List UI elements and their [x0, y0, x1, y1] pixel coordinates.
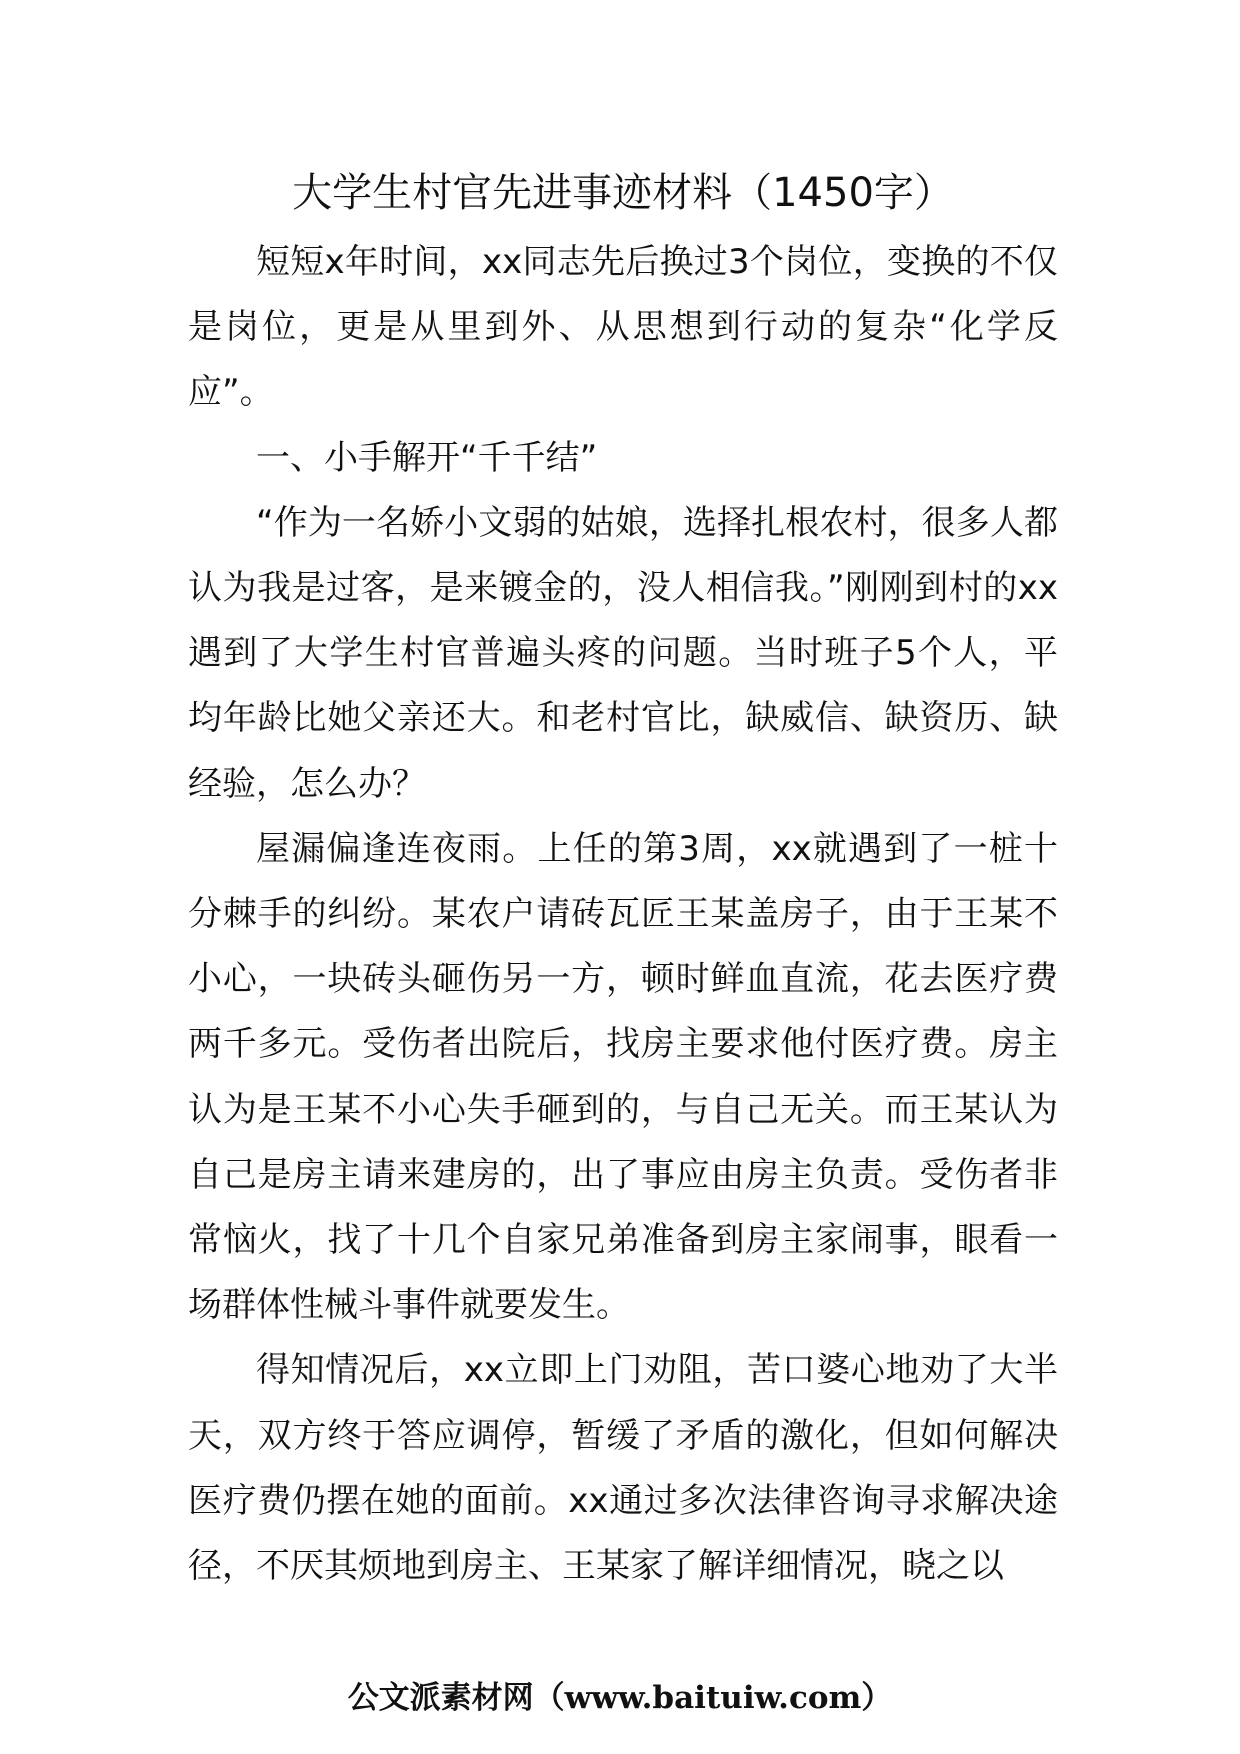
- body-paragraph: “作为一名娇小文弱的姑娘，选择扎根农村，很多人都认为我是过客，是来镀金的，没人相信我。”刚刚到村的xx遇到了大学生村官普遍头疼的问题。当时班子5个人，平均年龄比她父亲还大。和老村官比，缺威信、缺资历、缺经验，怎么办？: [188, 502, 1058, 804]
- section-heading: 一、小手解开“千千结”: [256, 437, 598, 478]
- document-title: 大学生村官先进事迹材料（1450字）: [292, 170, 954, 216]
- body-paragraph: 屋漏偏逢连夜雨。上任的第3周，xx就遇到了一桩十分棘手的纠纷。某农户请砖瓦匠王某盖房子，由于王某不小心，一块砖头砸伤另一方，顿时鲜血直流，花去医疗费两千多元。受伤者出院后，找房主要求他付医疗费。房主认为是王某不小心失手砸到的，与自己无关。而王某认为自己是房主请来建房的，出了事应由房主负责。受伤者非常恼火，找了十几个自家兄弟准备到房主家闹事，眼看一场群体性械斗事件就要发生。: [188, 828, 1058, 1326]
- body-paragraph: 得知情况后，xx立即上门劝阻，苦口婆心地劝了大半天，双方终于答应调停，暂缓了矛盾的激化，但如何解决医疗费仍摆在她的面前。xx通过多次法律咨询寻求解决途径，不厌其烦地到房主、王某家了解详细情况，晓之以: [188, 1350, 1058, 1587]
- body-paragraph: 短短x年时间，xx同志先后换过3个岗位，变换的不仅是岗位，更是从里到外、从思想到行动的复杂“化学反应”。: [188, 242, 1058, 413]
- page-footer-source: 公文派素材网（www.baituiw.com）: [347, 1680, 893, 1716]
- document-body: [188, 230, 1058, 1599]
